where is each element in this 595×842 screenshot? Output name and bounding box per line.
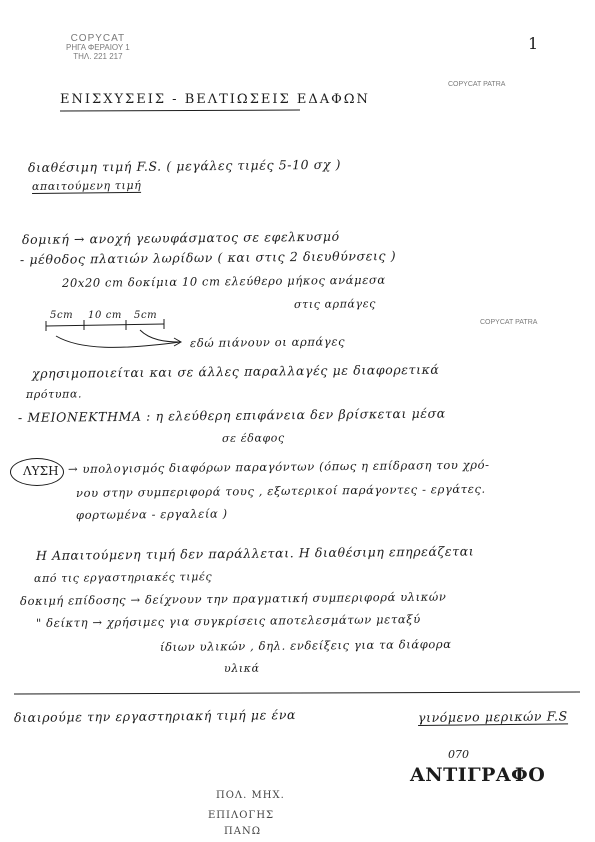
separator-line	[14, 692, 580, 694]
dimension-line	[46, 324, 164, 326]
note-line: χρησιμοποιείται και σε άλλες παραλλαγές με διαφορετικά	[31, 361, 440, 381]
note-line: - ΜΕΙΟΝΕΚΤΗΜΑ : η ελεύθερη επιφάνεια δεν βρίσκεται μέσα	[17, 405, 446, 425]
note-line: υλικά	[223, 661, 260, 675]
note-line: - μέθοδος πλατιών λωρίδων ( και στις 2 διευθύνσεις )	[19, 248, 397, 267]
note-line: διαθέσιμη τιμή F.S. ( μεγάλες τιμές 5-10 σχ )	[27, 156, 342, 175]
note-line: 20x20 cm δοκίμια 10 cm ελεύθερο μήκος ανάμεσα	[61, 272, 386, 290]
footer-line: ΠΟΛ. ΜΗΧ.	[216, 790, 285, 801]
stamp-text: COPYCAT PATRA	[448, 81, 506, 88]
note-line-underlined: γινόμενο μερικών F.S	[417, 708, 568, 725]
copycat-stamp-2	[480, 318, 537, 327]
stamp-line: COPYCAT	[70, 33, 126, 44]
note-line: φορτωμένα - εργαλεία )	[75, 506, 228, 522]
title-underline	[60, 110, 300, 111]
dimension-label: 5cm	[50, 310, 74, 321]
note-line: → υπολογισμός διαφόρων παραγόντων (όπως η επίδραση του χρό-	[67, 457, 490, 476]
note-line: " δείκτη → χρήσιμες για συγκρίσεις αποτελεσμάτων μεταξύ	[35, 611, 421, 630]
note-line: σε έδαφος	[221, 431, 285, 445]
grip-arrow	[56, 336, 180, 347]
stamp-text: COPYCAT PATRA	[480, 319, 538, 326]
solution-label-circle	[10, 458, 64, 486]
note-line: διαιρούμε την εργαστηριακή τιμή με ένα	[13, 707, 297, 725]
copy-number: 070	[448, 748, 469, 761]
grip-arrow-2	[140, 330, 180, 342]
grip-arrow-head	[174, 338, 181, 346]
note-line: εδώ πιάνουν οι αρπάγες	[189, 334, 346, 350]
note-line: Η Απαιτούμενη τιμή δεν παράλλεται. Η διαθέσιμη επηρεάζεται	[35, 543, 475, 563]
note-line: απαιτούμενη τιμή	[31, 178, 142, 193]
dimension-label: 10 cm	[88, 310, 122, 321]
footer-line: ΠΑΝΩ	[224, 826, 261, 837]
dimension-label: 5cm	[134, 310, 158, 321]
note-line: δοκιμή επίδοσης → δείχνουν την πραγματική συμπεριφορά υλικών	[19, 589, 447, 608]
note-line: στις αρπάγες	[293, 297, 377, 311]
note-line: πρότυπα.	[25, 387, 83, 401]
page-number: 1	[528, 34, 539, 53]
note-line: ίδιων υλικών , δηλ. ενδείξεις για τα διάφορα	[159, 636, 452, 654]
note-line: από τις εργαστηριακές τιμές	[33, 570, 213, 585]
copycat-stamp-top-left	[66, 34, 130, 61]
solution-label: ΛΥΣΗ	[23, 464, 59, 478]
footer-line: ΕΠΙΛΟΓΗΣ	[208, 810, 275, 821]
copycat-stamp-1	[448, 80, 505, 89]
stamp-line: ΤΗΛ. 221 217	[73, 52, 123, 61]
note-line: δομική → ανοχή γεωυφάσματος σε εφελκυσμό	[21, 228, 340, 247]
note-line: νου στην συμπεριφορά τους , εξωτερικοί παράγοντες - εργάτες.	[75, 481, 486, 500]
page-title: ΕΝΙΣΧΥΣΕΙΣ - ΒΕΛΤΙΩΣΕΙΣ ΕΔΑΦΩΝ	[60, 92, 370, 107]
stamp-line: ΡΗΓΑ ΦΕΡΑΙΟΥ 1	[66, 43, 130, 52]
copy-stamp: ΑΝΤΙΓΡΑΦΟ	[410, 764, 546, 786]
